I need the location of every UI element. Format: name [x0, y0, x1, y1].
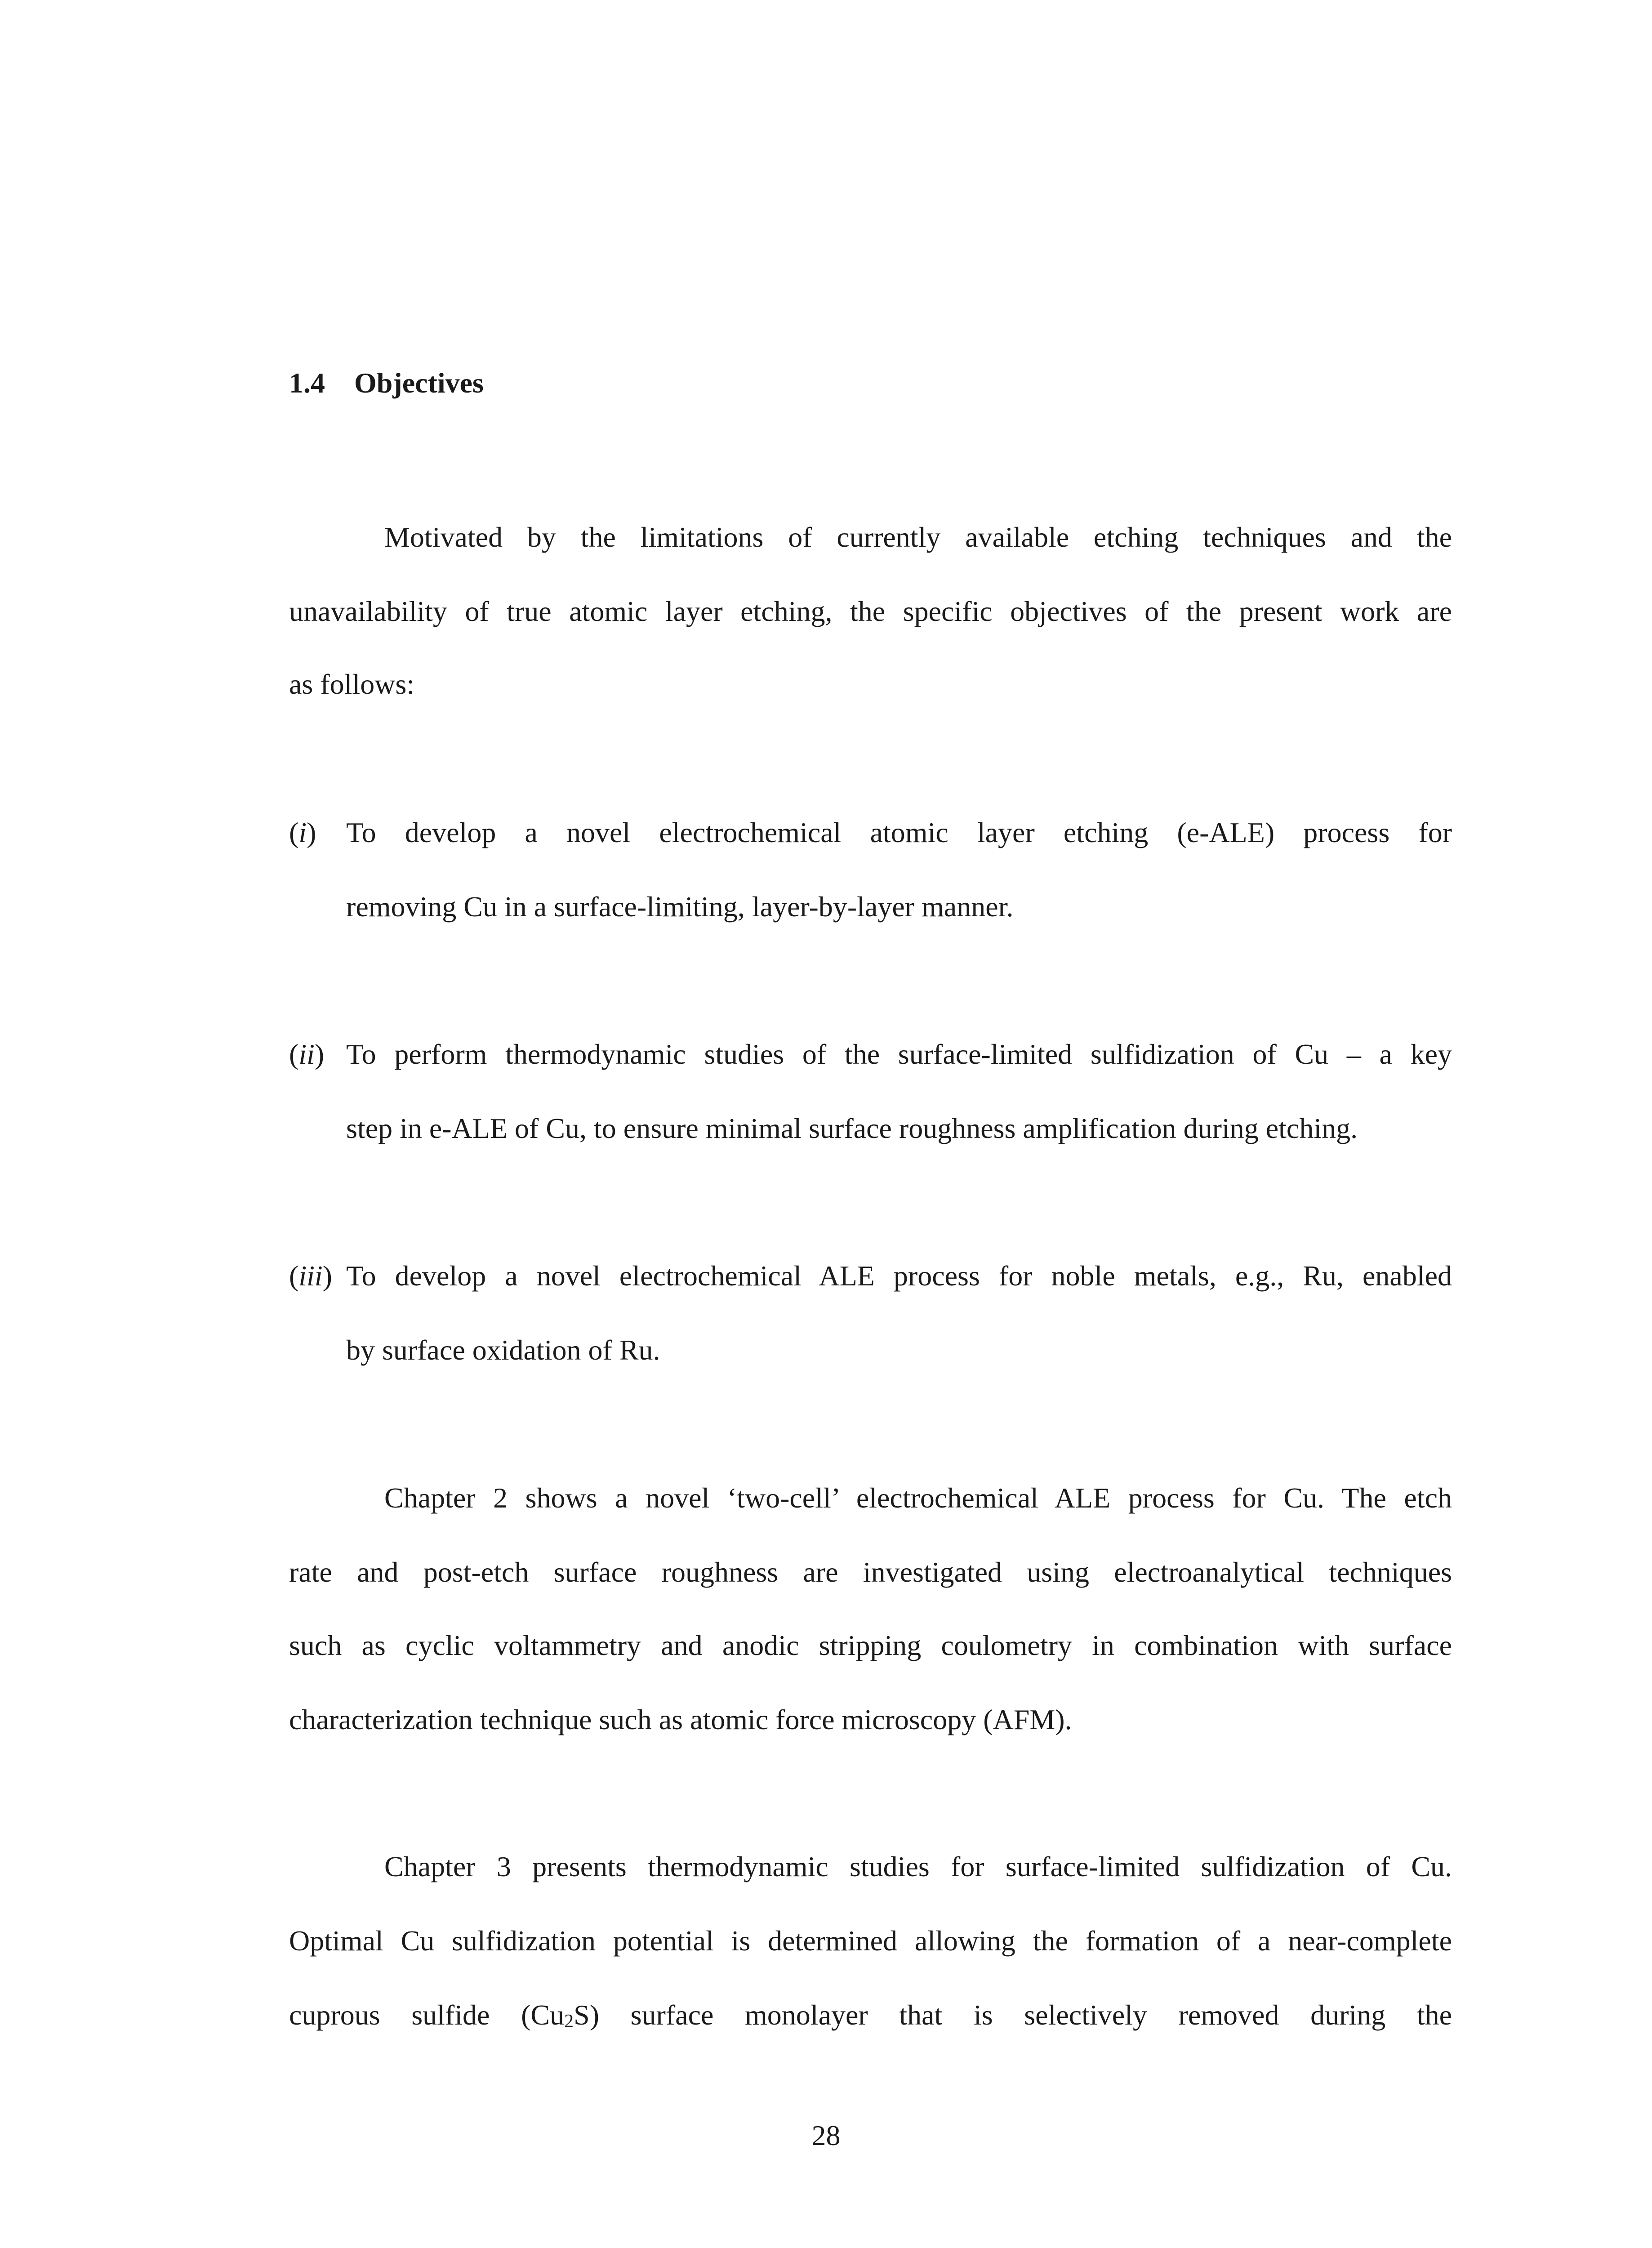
page-number: 28: [811, 2119, 841, 2151]
chapter3-line-3-text-before: cuprous sulfide (Cu: [289, 1999, 565, 2031]
chapter3-line-3-text-after: S) surface monolayer that is selectively removed during the: [574, 1999, 1452, 2031]
objective-iii-line-1: To develop a novel electrochemical ALE process for noble metals, e.g., Ru, enabled: [346, 1260, 1452, 1292]
intro-line-1: Motivated by the limitations of currently available etching techniques and the: [384, 521, 1452, 553]
objective-i-line-1: To develop a novel electrochemical atomic layer etching (e-ALE) process for: [346, 816, 1452, 848]
intro-line-2: unavailability of true atomic layer etching, the specific objectives of the present work are: [289, 595, 1452, 627]
chapter2-line-3: such as cyclic voltammetry and anodic stripping coulometry in combination with surface: [289, 1629, 1452, 1661]
section-title: Objectives: [354, 367, 484, 399]
chapter3-line-1: Chapter 3 presents thermodynamic studies for surface-limited sulfidization of Cu.: [384, 1851, 1452, 1882]
chapter2-line-4: characterization technique such as atomic force microscopy (AFM).: [289, 1704, 1072, 1735]
chapter3-line-3-subscript: 2: [564, 2011, 574, 2032]
objective-marker-ii: (ii): [289, 1038, 325, 1070]
intro-line-3: as follows:: [289, 668, 415, 700]
objective-marker-iii: (iii): [289, 1260, 332, 1292]
section-heading: [289, 369, 484, 397]
objective-ii-line-1: To perform thermodynamic studies of the surface-limited sulfidization of Cu – a key: [346, 1038, 1452, 1070]
chapter3-line-3: [289, 2001, 1452, 2031]
chapter2-line-1: Chapter 2 shows a novel ‘two-cell’ electrochemical ALE process for Cu. The etch: [384, 1482, 1452, 1514]
objective-i-line-2: removing Cu in a surface-limiting, layer-by-layer manner.: [346, 891, 1014, 923]
objective-marker-i: (i): [289, 816, 316, 848]
chapter2-line-2: rate and post-etch surface roughness are investigated using electroanalytical techniques: [289, 1556, 1452, 1588]
objective-ii-line-2: step in e-ALE of Cu, to ensure minimal surface roughness amplification during etching.: [346, 1112, 1358, 1144]
objective-iii-line-2: by surface oxidation of Ru.: [346, 1334, 660, 1366]
chapter3-line-2: Optimal Cu sulfidization potential is determined allowing the formation of a near-complete: [289, 1925, 1452, 1957]
section-number: 1.4: [289, 367, 325, 399]
